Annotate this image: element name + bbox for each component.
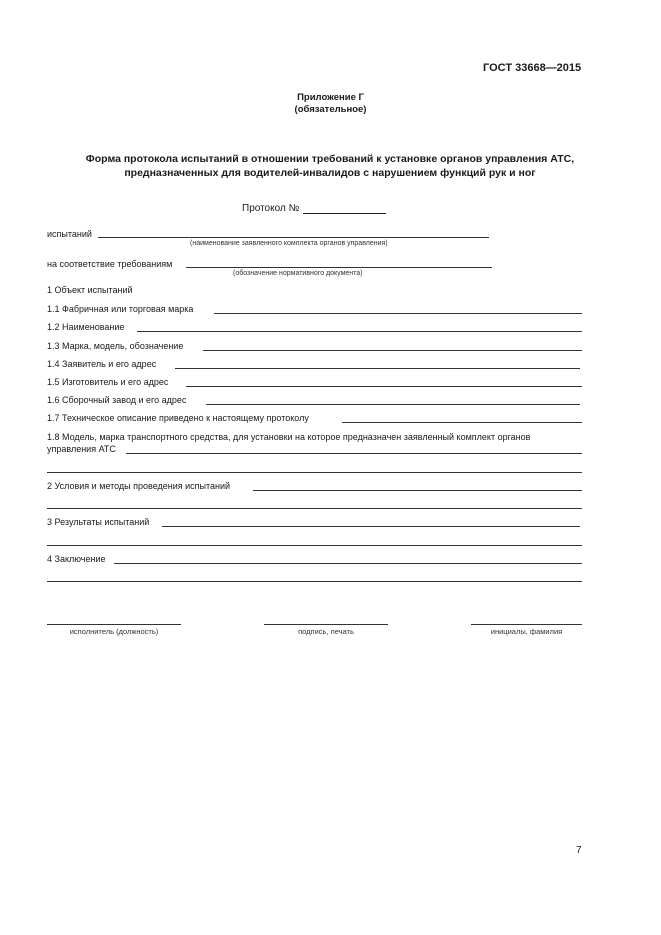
section-2-field[interactable] bbox=[253, 490, 582, 491]
appendix-status: (обязательное) bbox=[294, 104, 367, 115]
field-1-4-label: 1.4 Заявитель и его адрес bbox=[47, 359, 157, 369]
appendix-title: Приложение Г bbox=[297, 92, 364, 103]
field-1-3[interactable] bbox=[203, 350, 582, 351]
field-1-8-label-cont: управления АТС bbox=[47, 444, 116, 454]
field-1-8[interactable] bbox=[126, 453, 582, 454]
performer-field[interactable] bbox=[47, 624, 181, 625]
field-1-5[interactable] bbox=[186, 386, 582, 387]
field-1-2-label: 1.2 Наименование bbox=[47, 322, 125, 332]
field-1-8-label: 1.8 Модель, марка транспортного средства, для установки на которое предназначен заявленный комплект органов bbox=[47, 432, 531, 442]
initials-field[interactable] bbox=[471, 624, 582, 625]
tests-field[interactable] bbox=[98, 237, 489, 238]
compliance-note: (обозначение нормативного документа) bbox=[233, 270, 363, 277]
signature-field[interactable] bbox=[264, 624, 388, 625]
tests-note: (наименование заявленного комплекта органов управления) bbox=[190, 240, 388, 247]
section-3-field[interactable] bbox=[162, 526, 580, 527]
form-title-line2: предназначенных для водителей-инвалидов с нарушением функций рук и ног bbox=[124, 167, 536, 179]
compliance-label: на соответствие требованиям bbox=[47, 259, 173, 269]
field-1-5-label: 1.5 Изготовитель и его адрес bbox=[47, 377, 169, 387]
section-4-field[interactable] bbox=[114, 563, 582, 564]
field-1-1-label: 1.1 Фабричная или торговая марка bbox=[47, 304, 194, 314]
section-4-label: 4 Заключение bbox=[47, 554, 106, 564]
page-number: 7 bbox=[576, 845, 582, 856]
section-2-extra[interactable] bbox=[47, 508, 582, 509]
form-title-line1: Форма протокола испытаний в отношении требований к установке органов управления АТС, bbox=[85, 153, 575, 165]
field-1-7-label: 1.7 Техническое описание приведено к настоящему протоколу bbox=[47, 413, 309, 423]
field-1-3-label: 1.3 Марка, модель, обозначение bbox=[47, 341, 184, 351]
field-1-1[interactable] bbox=[214, 313, 582, 314]
field-1-4[interactable] bbox=[175, 368, 580, 369]
section-3-label: 3 Результаты испытаний bbox=[47, 517, 150, 527]
performer-caption: исполнитель (должность) bbox=[69, 627, 159, 636]
field-1-2[interactable] bbox=[137, 331, 582, 332]
protocol-label: Протокол № bbox=[242, 203, 300, 214]
section-1-heading: 1 Объект испытаний bbox=[47, 285, 133, 295]
compliance-field[interactable] bbox=[186, 267, 492, 268]
field-1-6[interactable] bbox=[206, 404, 580, 405]
field-1-8-extra[interactable] bbox=[47, 472, 582, 473]
signature-caption: подпись, печать bbox=[298, 627, 354, 636]
section-4-extra[interactable] bbox=[47, 581, 582, 582]
tests-label: испытаний bbox=[47, 229, 92, 239]
standard-number: ГОСТ 33668—2015 bbox=[483, 62, 582, 74]
field-1-7[interactable] bbox=[342, 422, 582, 423]
protocol-number-field[interactable] bbox=[303, 213, 386, 214]
field-1-6-label: 1.6 Сборочный завод и его адрес bbox=[47, 395, 187, 405]
initials-caption: инициалы, фамилия bbox=[490, 627, 563, 636]
section-2-label: 2 Условия и методы проведения испытаний bbox=[47, 481, 231, 491]
section-3-extra[interactable] bbox=[47, 545, 582, 546]
